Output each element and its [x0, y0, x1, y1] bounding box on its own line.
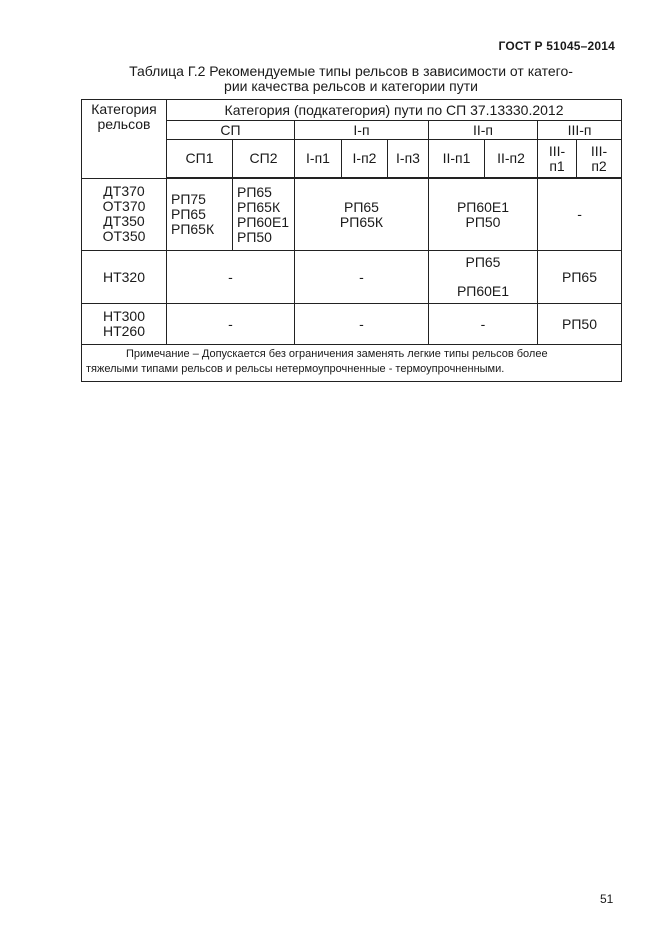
i-p-cell: РП65 РП65К [295, 178, 429, 251]
table-caption [82, 64, 620, 94]
sub-i-p3: I-п3 [388, 140, 429, 179]
ii-p-cell: РП60Е1 РП50 [429, 178, 538, 251]
page-number: 51 [600, 892, 614, 906]
sp1-cell: РП75 РП65 РП65К [167, 178, 233, 251]
ii-p-cell: - [429, 304, 538, 345]
ii-p-cell: РП65 РП60Е1 [429, 251, 538, 304]
table-row [82, 251, 622, 304]
group-sp: СП [167, 121, 295, 140]
rail-category-cell: НТ300 НТ260 [82, 304, 167, 345]
rail-category-cell: ДТ370 ОТ370 ДТ350 ОТ350 [82, 178, 167, 251]
i-p-cell: - [295, 304, 429, 345]
sub-ii-p2: II-п2 [485, 140, 538, 179]
sub-i-p2: I-п2 [342, 140, 388, 179]
note-row [82, 345, 622, 382]
iii-p-cell: РП65 [538, 251, 622, 304]
sub-iii-p2: III- п2 [577, 140, 622, 179]
sp-cell: - [167, 251, 295, 304]
sub-sp2: СП2 [233, 140, 295, 179]
sub-iii-p1: III- п1 [538, 140, 577, 179]
i-p-cell: - [295, 251, 429, 304]
table-note: Примечание – Допускается без ограничения заменять легкие типы рельсов более тяжелыми типами рельсов и рельсы нетермоупрочненные - термоупрочненными. [82, 345, 622, 382]
rail-types-table [81, 99, 622, 382]
document-header: ГОСТ Р 51045–2014 [498, 39, 615, 53]
caption-line-2: рии качества рельсов и категории пути [224, 78, 478, 94]
group-iii-p: III-п [538, 121, 622, 140]
group-ii-p: II-п [429, 121, 538, 140]
rail-category-cell: НТ320 [82, 251, 167, 304]
iii-p-cell: РП50 [538, 304, 622, 345]
header-row-1 [82, 100, 622, 121]
caption-line-1: Таблица Г.2 Рекомендуемые типы рельсов в зависимости от катего- [129, 63, 573, 79]
table-row [82, 178, 622, 251]
sub-ii-p1: II-п1 [429, 140, 485, 179]
sub-i-p1: I-п1 [295, 140, 342, 179]
sp-cell: - [167, 304, 295, 345]
group-i-p: I-п [295, 121, 429, 140]
rail-category-header: Категория рельсов [82, 100, 167, 179]
sp2-cell: РП65 РП65К РП60Е1 РП50 [233, 178, 295, 251]
table-row [82, 304, 622, 345]
track-category-header: Категория (подкатегория) пути по СП 37.13330.2012 [167, 100, 622, 121]
sub-sp1: СП1 [167, 140, 233, 179]
iii-p-cell: - [538, 178, 622, 251]
